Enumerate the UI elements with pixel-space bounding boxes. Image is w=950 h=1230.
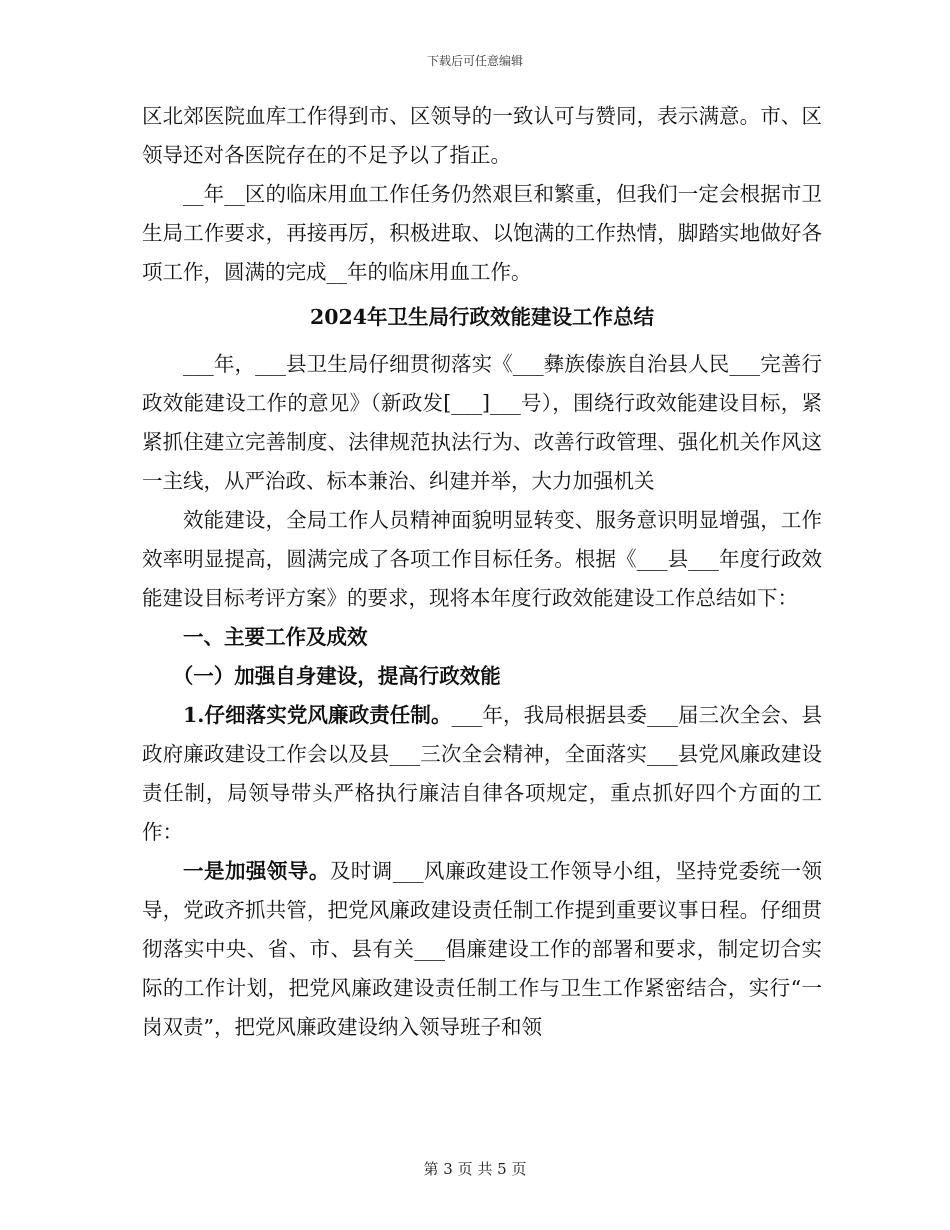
item-2-text: 及时调___风廉政建设工作领导小组，坚持党委统一领导，党政齐抓共管，把党风廉政建设责任制工作提到重要议事日程。仔细贯彻落实中央、省、市、县有关___倡廉建设工作的部署和要求，制定切合实际的工作计划，把党风廉政建设责任制工作与卫生工作紧密结合，实行“一岗双责”，把党风廉政建设纳入领导班子和领 (142, 859, 823, 1039)
paragraph-item-2 (142, 852, 822, 1047)
paragraph-continued: 区北郊医院血库工作得到市、区领导的一致认可与赞同，表示满意。市、区领导还对各医院存在的不足予以了指正。 (142, 104, 822, 167)
page-footer: 第 3 页 共 5 页 (423, 1160, 527, 1178)
item-2-lead: 一是加强领导。 (183, 859, 330, 883)
paragraph-intro: ___年，___县卫生局仔细贯彻落实《___彝族傣族自治县人民___完善行政效能建设工作的意见》（新政发[___]___号），围绕行政效能建设目标，紧紧抓住建立完善制度、法律规范执法行为、改善行政管理、强化机关作风这一主线，从严治政、标本兼治、纠建并举，大力加强机关 (142, 352, 822, 493)
paragraph-intro-continued: 效能建设，全局工作人员精神面貌明显转变、服务意识明显增强，工作效率明显提高，圆满完成了各项工作目标任务。根据《___县___年度行政效能建设目标考评方案》的要求，现将本年度行政效能建设工作总结如下： (142, 508, 822, 610)
paragraph-item-1 (142, 696, 822, 852)
item-1-lead: 1.仔细落实党风廉政责任制。 (183, 703, 452, 727)
heading-main-work: 一、主要工作及成效 (183, 625, 368, 649)
section-title: 2024年卫生局行政效能建设工作总结 (309, 305, 655, 329)
page-header: 下载后可任意编辑 (426, 54, 523, 68)
heading-self-building: （一）加强自身建设，提高行政效能 (172, 664, 501, 688)
item-1-text: ___年，我局根据县委___届三次全会、县政府廉政建设工作会以及县___三次全会精神，全面落实___县党风廉政建设责任制，局领导带头严格执行廉洁自律各项规定，重点抓好四个方面的工作： (142, 703, 823, 844)
document-body (142, 97, 822, 1047)
paragraph-blood-work: __年__区的临床用血工作任务仍然艰巨和繁重，但我们一定会根据市卫生局工作要求，再接再厉，积极进取、以饱满的工作热情，脚踏实地做好各项工作，圆满的完成__年的临床用血工作。 (142, 182, 822, 284)
